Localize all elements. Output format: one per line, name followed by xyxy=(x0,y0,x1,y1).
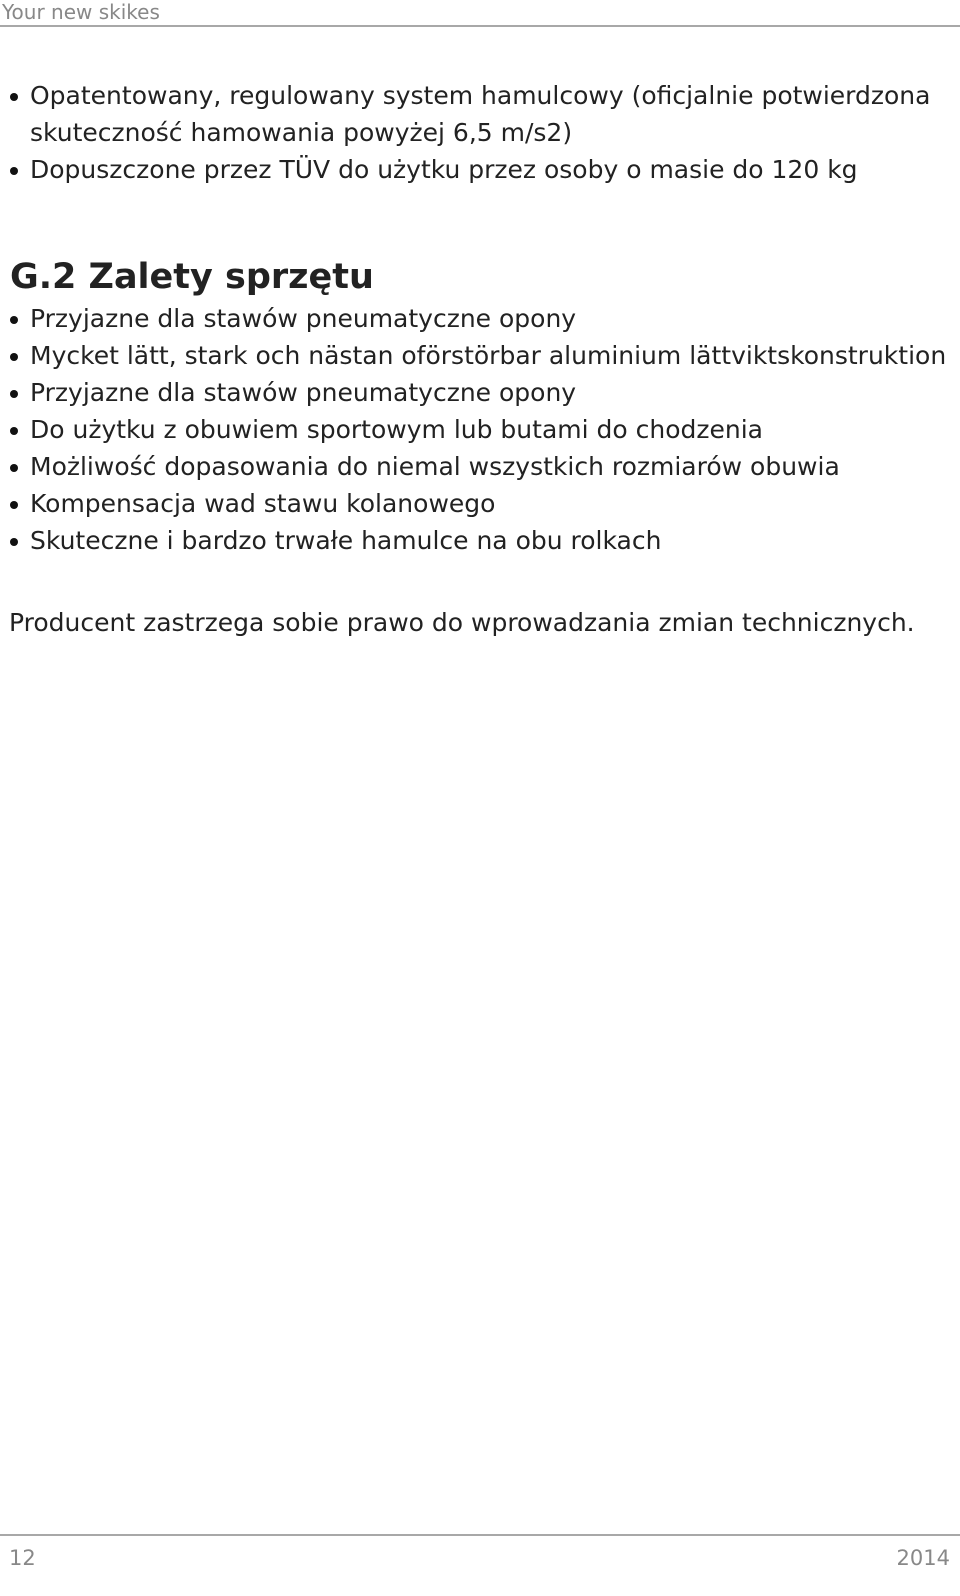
list-item: Kompensacja wad stawu kolanowego xyxy=(30,485,950,522)
list-item: Możliwość dopasowania do niemal wszystkich rozmiarów obuwia xyxy=(30,448,950,485)
advantages-list xyxy=(0,300,950,559)
list-item: Do użytku z obuwiem sportowym lub butami do chodzenia xyxy=(30,411,950,448)
page-number: 12 xyxy=(9,1546,36,1570)
list-item: Mycket lätt, stark och nästan oförstörbar aluminium lättviktskonstruktion xyxy=(30,337,950,374)
footer-year: 2014 xyxy=(896,1546,950,1570)
running-header xyxy=(0,0,960,27)
page-content xyxy=(0,77,950,641)
list-item: Dopuszczone przez TÜV do użytku przez osoby o masie do 120 kg xyxy=(30,151,950,188)
feature-list xyxy=(0,77,950,188)
list-item: Przyjazne dla stawów pneumatyczne opony xyxy=(30,374,950,411)
technical-changes-note: Producent zastrzega sobie prawo do wprowadzania zmian technicznych. xyxy=(9,608,915,637)
list-item: Przyjazne dla stawów pneumatyczne opony xyxy=(30,300,950,337)
list-item: Skuteczne i bardzo trwałe hamulce na obu rolkach xyxy=(30,522,950,559)
section-heading: G.2 Zalety sprzętu xyxy=(10,257,374,297)
running-header-title: Your new skikes xyxy=(2,0,160,24)
running-footer xyxy=(0,1534,960,1596)
list-item: Opatentowany, regulowany system hamulcowy (oficjalnie potwierdzona skuteczność hamowania powyżej 6,5 m/s2) xyxy=(30,77,950,151)
